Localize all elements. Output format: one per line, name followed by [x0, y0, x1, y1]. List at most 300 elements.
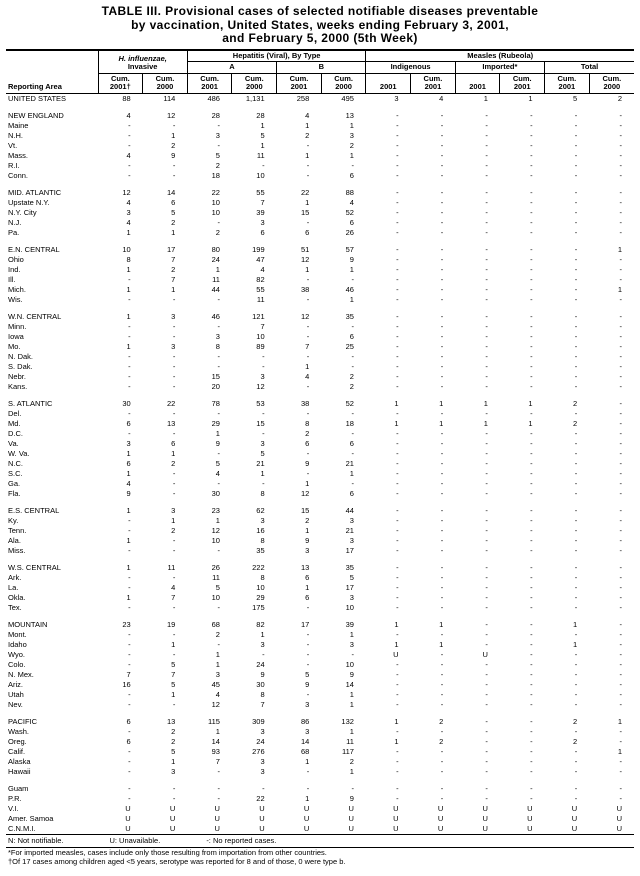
- value-cell: -: [530, 592, 533, 602]
- value-cell: -: [396, 629, 399, 639]
- value-cell: -: [306, 381, 310, 391]
- value-cell: U: [259, 823, 265, 833]
- table-row: [6, 171, 634, 181]
- value-cell: -: [574, 545, 578, 555]
- value-cell: 6: [349, 331, 354, 341]
- table-row: [6, 419, 634, 429]
- value-cell: 1: [439, 619, 444, 629]
- value-cell: -: [574, 341, 578, 351]
- value-cell: -: [172, 331, 176, 341]
- value-cell: -: [485, 371, 488, 381]
- value-cell: 82: [256, 619, 265, 629]
- value-cell: U: [482, 823, 488, 833]
- value-cell: 6: [126, 418, 131, 428]
- value-cell: -: [440, 699, 444, 709]
- value-cell: -: [530, 150, 533, 160]
- value-cell: U: [348, 813, 354, 823]
- value-cell: 2: [349, 756, 354, 766]
- value-cell: 1: [439, 418, 444, 428]
- value-cell: -: [530, 488, 533, 498]
- table-row: [6, 563, 634, 573]
- value-cell: -: [485, 669, 488, 679]
- table-row: [6, 479, 634, 489]
- value-cell: -: [217, 120, 220, 130]
- value-cell: 1: [215, 649, 220, 659]
- value-cell: 3: [349, 515, 354, 525]
- value-cell: -: [485, 562, 488, 572]
- value-cell: -: [485, 438, 488, 448]
- value-cell: 21: [345, 525, 354, 535]
- value-cell: -: [485, 254, 488, 264]
- reporting-area-cell: Wash.: [8, 726, 29, 736]
- value-cell: -: [172, 294, 176, 304]
- value-cell: -: [485, 264, 488, 274]
- col-header-indigenous-cum2001: Cum. 2001: [411, 73, 456, 93]
- value-cell: -: [172, 160, 176, 170]
- value-cell: 15: [300, 207, 310, 217]
- value-cell: -: [128, 274, 131, 284]
- value-cell: 10: [211, 207, 220, 217]
- value-cell: 8: [305, 418, 310, 428]
- value-cell: 5: [349, 572, 354, 582]
- value-cell: 47: [256, 254, 265, 264]
- value-cell: -: [396, 311, 399, 321]
- value-cell: -: [619, 488, 622, 498]
- value-cell: -: [530, 756, 533, 766]
- value-cell: 1: [483, 418, 488, 428]
- reporting-area-cell: C.N.M.I.: [8, 823, 36, 833]
- value-cell: 1: [349, 726, 354, 736]
- value-cell: 4: [126, 150, 131, 160]
- value-cell: 22: [166, 398, 176, 408]
- value-cell: -: [619, 448, 622, 458]
- reporting-area-cell: E.N. CENTRAL: [8, 244, 60, 254]
- value-cell: -: [619, 120, 622, 130]
- value-cell: -: [262, 361, 265, 371]
- table-row: [6, 275, 634, 285]
- value-cell: -: [396, 505, 399, 515]
- value-cell: 1: [171, 227, 176, 237]
- value-cell: -: [619, 619, 622, 629]
- value-cell: 1: [305, 150, 310, 160]
- value-cell: 2: [215, 160, 220, 170]
- value-cell: 68: [300, 746, 310, 756]
- table-row: [6, 439, 634, 449]
- value-cell: -: [530, 535, 533, 545]
- table-row: [6, 680, 634, 690]
- table-row: [6, 228, 634, 238]
- value-cell: 175: [252, 602, 265, 612]
- value-cell: -: [351, 478, 354, 488]
- reporting-area-cell: Md.: [8, 418, 21, 428]
- value-cell: -: [485, 130, 488, 140]
- reporting-area-cell: N.H.: [8, 130, 23, 140]
- value-cell: 1: [617, 716, 622, 726]
- value-cell: -: [574, 197, 578, 207]
- value-cell: 1: [126, 535, 131, 545]
- value-cell: -: [619, 468, 622, 478]
- value-cell: -: [530, 458, 533, 468]
- value-cell: -: [440, 351, 444, 361]
- table-row: [6, 700, 634, 710]
- value-cell: 3: [349, 535, 354, 545]
- value-cell: -: [530, 619, 533, 629]
- reporting-area-cell: N. Dak.: [8, 351, 34, 361]
- value-cell: -: [485, 381, 488, 391]
- value-cell: U: [169, 803, 176, 813]
- value-cell: -: [306, 170, 310, 180]
- value-cell: -: [530, 478, 533, 488]
- hepatitis-a-subheader: A: [187, 62, 276, 74]
- value-cell: -: [440, 361, 444, 371]
- value-cell: 55: [256, 187, 265, 197]
- value-cell: 2: [439, 716, 444, 726]
- value-cell: -: [440, 371, 444, 381]
- value-cell: -: [396, 525, 399, 535]
- value-cell: 3: [305, 699, 310, 709]
- value-cell: 9: [305, 535, 310, 545]
- value-cell: -: [306, 468, 310, 478]
- value-cell: 18: [345, 418, 354, 428]
- table-row: [6, 161, 634, 171]
- value-cell: 8: [126, 254, 131, 264]
- value-cell: 22: [211, 187, 220, 197]
- value-cell: -: [530, 274, 533, 284]
- table-row: [6, 449, 634, 459]
- value-cell: 12: [122, 187, 131, 197]
- value-cell: -: [396, 150, 399, 160]
- table-row: [6, 322, 634, 332]
- group-spacer: [6, 556, 634, 563]
- reporting-area-cell: W.N. CENTRAL: [8, 311, 62, 321]
- value-cell: -: [217, 351, 220, 361]
- value-cell: 6: [126, 458, 131, 468]
- value-cell: 4: [260, 264, 265, 274]
- value-cell: -: [306, 274, 310, 284]
- reporting-area-cell: Minn.: [8, 321, 27, 331]
- value-cell: 2: [439, 736, 444, 746]
- value-cell: -: [440, 746, 444, 756]
- value-cell: 1: [260, 629, 265, 639]
- value-cell: -: [485, 341, 488, 351]
- value-cell: -: [217, 140, 220, 150]
- value-cell: 5: [171, 207, 176, 217]
- value-cell: 1: [215, 726, 220, 736]
- value-cell: 21: [345, 458, 354, 468]
- value-cell: 1: [394, 418, 399, 428]
- value-cell: -: [574, 669, 578, 679]
- value-cell: -: [351, 160, 354, 170]
- reporting-area-cell: S. ATLANTIC: [8, 398, 53, 408]
- value-cell: 4: [439, 93, 444, 103]
- value-cell: 14: [211, 736, 220, 746]
- col-header-total-cum2000: Cum. 2000: [589, 73, 634, 93]
- value-cell: 1: [171, 448, 176, 458]
- value-cell: -: [530, 669, 533, 679]
- value-cell: 6: [126, 716, 131, 726]
- value-cell: -: [574, 408, 578, 418]
- value-cell: -: [440, 227, 444, 237]
- value-cell: -: [306, 331, 310, 341]
- reporting-area-cell: Okla.: [8, 592, 26, 602]
- value-cell: -: [530, 766, 533, 776]
- value-cell: -: [396, 602, 399, 612]
- value-cell: 7: [260, 699, 265, 709]
- value-cell: 52: [345, 398, 354, 408]
- value-cell: -: [485, 572, 488, 582]
- value-cell: 1: [394, 736, 399, 746]
- value-cell: -: [440, 321, 444, 331]
- value-cell: 3: [260, 766, 265, 776]
- value-cell: -: [440, 535, 444, 545]
- value-cell: -: [440, 793, 444, 803]
- value-cell: 8: [260, 689, 265, 699]
- value-cell: 1: [126, 468, 131, 478]
- value-cell: -: [485, 321, 488, 331]
- value-cell: -: [128, 746, 131, 756]
- value-cell: -: [574, 783, 578, 793]
- value-cell: -: [619, 408, 622, 418]
- value-cell: 1: [349, 766, 354, 776]
- table-row: [6, 295, 634, 305]
- value-cell: 9: [260, 669, 265, 679]
- value-cell: -: [440, 170, 444, 180]
- table-row: [6, 650, 634, 660]
- value-cell: 53: [256, 398, 265, 408]
- value-cell: 3: [215, 331, 220, 341]
- reporting-area-cell: Nebr.: [8, 371, 26, 381]
- value-cell: -: [128, 120, 131, 130]
- value-cell: 6: [305, 227, 310, 237]
- value-cell: -: [530, 311, 533, 321]
- value-cell: -: [396, 582, 399, 592]
- table-row: [6, 804, 634, 814]
- value-cell: 10: [256, 582, 265, 592]
- value-cell: -: [485, 515, 488, 525]
- value-cell: -: [619, 227, 622, 237]
- value-cell: 39: [345, 619, 354, 629]
- value-cell: -: [128, 294, 131, 304]
- value-cell: -: [574, 264, 578, 274]
- value-cell: U: [616, 813, 622, 823]
- reporting-area-cell: Va.: [8, 438, 19, 448]
- reporting-area-cell: D.C.: [8, 428, 23, 438]
- reporting-area-cell: Alaska: [8, 756, 31, 766]
- col-header-hepb-cum2000: Cum. 2000: [321, 73, 366, 93]
- value-cell: 10: [211, 535, 220, 545]
- value-cell: 3: [349, 639, 354, 649]
- value-cell: -: [440, 284, 444, 294]
- value-cell: -: [217, 783, 220, 793]
- value-cell: -: [530, 746, 533, 756]
- value-cell: -: [440, 244, 444, 254]
- value-cell: 4: [126, 197, 131, 207]
- value-cell: -: [396, 274, 399, 284]
- value-cell: 13: [166, 418, 176, 428]
- value-cell: 1: [349, 120, 354, 130]
- value-cell: -: [440, 468, 444, 478]
- table-row: [6, 670, 634, 680]
- value-cell: -: [485, 793, 488, 803]
- value-cell: 3: [260, 217, 265, 227]
- value-cell: -: [440, 458, 444, 468]
- value-cell: -: [619, 311, 622, 321]
- value-cell: -: [574, 170, 578, 180]
- col-header-hepb-cum2001: Cum. 2001: [277, 73, 322, 93]
- group-spacer: [6, 392, 634, 399]
- reporting-area-cell: Kans.: [8, 381, 28, 391]
- value-cell: -: [306, 408, 310, 418]
- reporting-area-cell: Mont.: [8, 629, 27, 639]
- value-cell: -: [306, 689, 310, 699]
- value-cell: -: [485, 428, 488, 438]
- value-cell: 78: [211, 398, 220, 408]
- value-cell: 7: [171, 274, 176, 284]
- value-cell: -: [619, 582, 622, 592]
- value-cell: 5: [260, 448, 265, 458]
- value-cell: 2: [573, 418, 578, 428]
- table-row: [6, 536, 634, 546]
- value-cell: 4: [126, 110, 131, 120]
- value-cell: -: [619, 766, 622, 776]
- table-row: [6, 824, 634, 835]
- value-cell: 17: [166, 244, 176, 254]
- value-cell: -: [440, 140, 444, 150]
- value-cell: 114: [163, 93, 176, 103]
- value-cell: 121: [252, 311, 265, 321]
- value-cell: -: [485, 244, 488, 254]
- total-subheader: Total: [545, 62, 634, 74]
- value-cell: -: [440, 649, 444, 659]
- value-cell: -: [351, 321, 354, 331]
- value-cell: -: [440, 438, 444, 448]
- footnote-legend: [6, 835, 634, 848]
- reporting-area-cell: Idaho: [8, 639, 27, 649]
- value-cell: U: [125, 823, 131, 833]
- table-row: [6, 640, 634, 650]
- group-spacer: [6, 499, 634, 506]
- value-cell: -: [351, 428, 354, 438]
- reporting-area-cell: Amer. Samoa: [8, 813, 54, 823]
- indigenous-subheader: Indigenous: [366, 62, 455, 74]
- value-cell: 3: [349, 592, 354, 602]
- value-cell: -: [619, 371, 622, 381]
- table-row: [6, 342, 634, 352]
- value-cell: -: [485, 468, 488, 478]
- value-cell: 45: [211, 679, 220, 689]
- value-cell: -: [530, 736, 533, 746]
- col-header-hflu-cum2001: Cum. 2001†: [98, 73, 143, 93]
- value-cell: -: [396, 535, 399, 545]
- value-cell: -: [574, 110, 578, 120]
- value-cell: -: [306, 351, 310, 361]
- value-cell: 3: [126, 438, 131, 448]
- reporting-area-cell: N. Mex.: [8, 669, 34, 679]
- title-line-3: and February 5, 2000 (5th Week): [222, 31, 418, 45]
- value-cell: -: [574, 679, 578, 689]
- value-cell: 6: [349, 438, 354, 448]
- value-cell: -: [574, 458, 578, 468]
- value-cell: U: [393, 823, 399, 833]
- value-cell: 222: [252, 562, 265, 572]
- value-cell: U: [259, 813, 265, 823]
- value-cell: -: [619, 331, 622, 341]
- value-cell: 3: [260, 756, 265, 766]
- value-cell: -: [485, 766, 488, 776]
- value-cell: -: [619, 170, 622, 180]
- value-cell: 1: [126, 341, 131, 351]
- table-row: [6, 690, 634, 700]
- value-cell: -: [530, 679, 533, 689]
- value-cell: 1: [215, 515, 220, 525]
- reporting-area-cell: S.C.: [8, 468, 23, 478]
- value-cell: 1: [573, 619, 578, 629]
- value-cell: -: [485, 351, 488, 361]
- value-cell: 3: [260, 639, 265, 649]
- table-title: [6, 5, 634, 46]
- value-cell: U: [169, 813, 176, 823]
- value-cell: 17: [345, 582, 354, 592]
- value-cell: -: [172, 321, 176, 331]
- value-cell: 52: [345, 207, 354, 217]
- table-body: [6, 93, 634, 834]
- value-cell: U: [348, 823, 354, 833]
- value-cell: 5: [215, 150, 220, 160]
- col-header-indigenous-2001: 2001: [366, 73, 411, 93]
- value-cell: U: [616, 823, 622, 833]
- value-cell: 2: [573, 398, 578, 408]
- value-cell: -: [217, 294, 220, 304]
- group-spacer: [6, 777, 634, 784]
- value-cell: 7: [171, 592, 176, 602]
- value-cell: -: [128, 582, 131, 592]
- value-cell: -: [530, 160, 533, 170]
- value-cell: 1: [394, 716, 399, 726]
- value-cell: -: [396, 448, 399, 458]
- value-cell: -: [530, 244, 533, 254]
- value-cell: 6: [349, 170, 354, 180]
- value-cell: 9: [349, 793, 354, 803]
- value-cell: -: [396, 408, 399, 418]
- value-cell: -: [530, 726, 533, 736]
- value-cell: -: [574, 562, 578, 572]
- reporting-area-cell: Mo.: [8, 341, 21, 351]
- value-cell: -: [574, 478, 578, 488]
- hepatitis-group-header: Hepatitis (Viral), By Type: [187, 50, 366, 62]
- value-cell: -: [396, 756, 399, 766]
- value-cell: -: [530, 130, 533, 140]
- value-cell: -: [485, 726, 488, 736]
- reporting-area-cell: Hawaii: [8, 766, 31, 776]
- value-cell: -: [351, 351, 354, 361]
- value-cell: -: [485, 592, 488, 602]
- value-cell: -: [619, 254, 622, 264]
- group-spacer: [6, 104, 634, 111]
- value-cell: -: [306, 160, 310, 170]
- value-cell: 7: [171, 669, 176, 679]
- value-cell: -: [128, 371, 131, 381]
- value-cell: -: [485, 331, 488, 341]
- value-cell: 1: [126, 562, 131, 572]
- value-cell: 11: [212, 274, 220, 284]
- value-cell: 86: [300, 716, 310, 726]
- value-cell: -: [128, 170, 131, 180]
- value-cell: U: [527, 813, 533, 823]
- value-cell: 2: [171, 140, 176, 150]
- value-cell: -: [440, 254, 444, 264]
- value-cell: U: [437, 823, 444, 833]
- table-row: [6, 93, 634, 104]
